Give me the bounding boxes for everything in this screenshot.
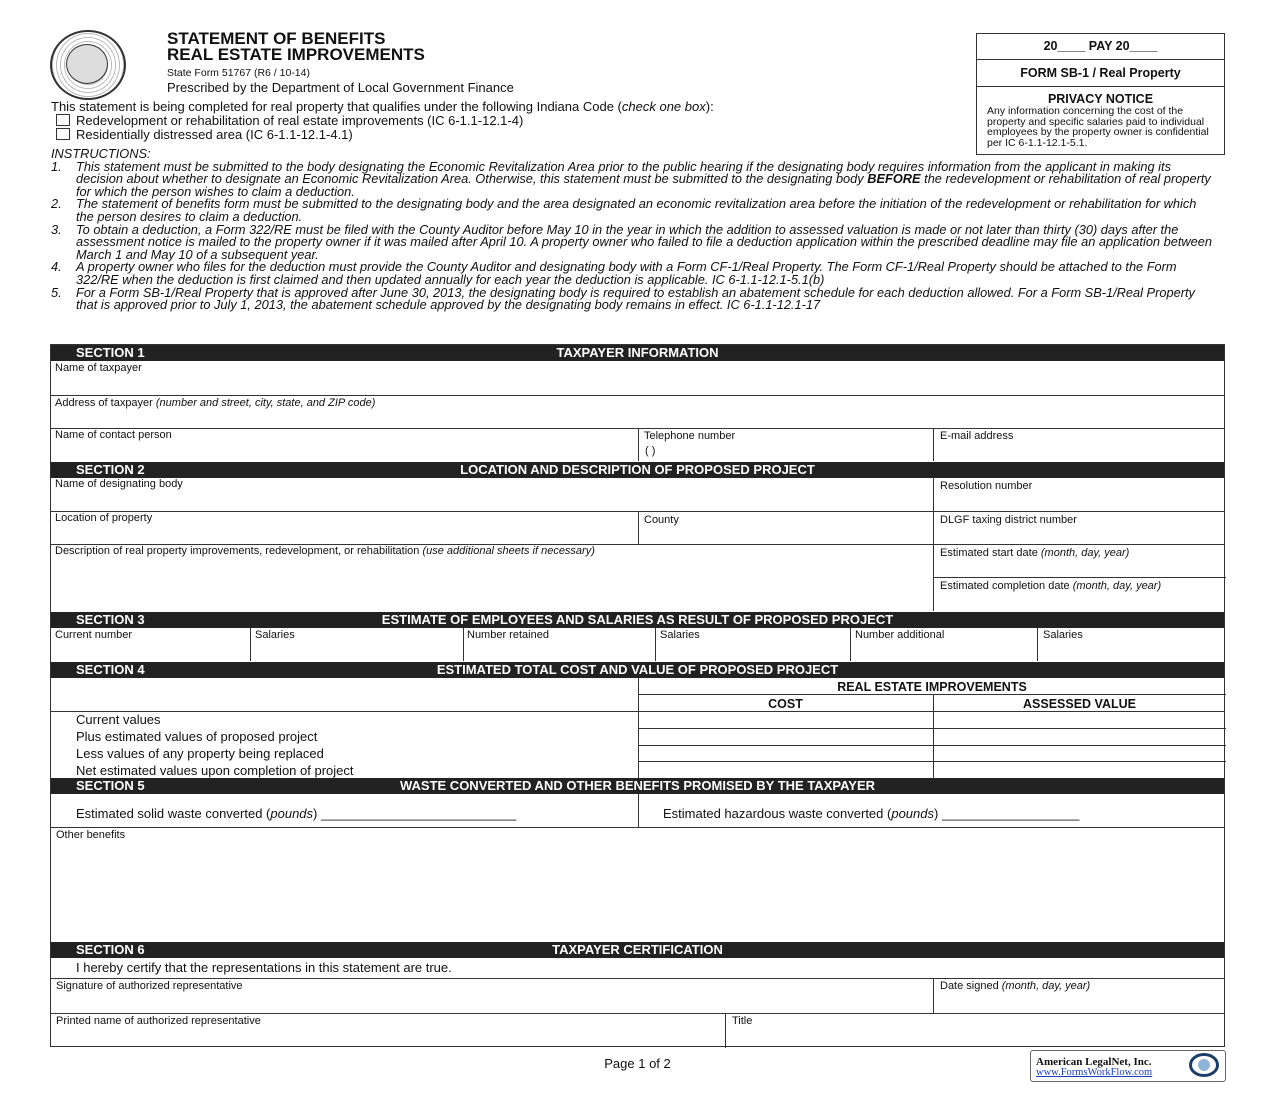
property-location-field[interactable]: Location of property xyxy=(55,512,153,524)
area-code: ( ) xyxy=(645,445,656,457)
checkbox-redevelopment[interactable] xyxy=(56,114,70,126)
section-3-header: ESTIMATE OF EMPLOYEES AND SALARIES AS RESULT OF PROPOSED PROJECT SECTION 3 xyxy=(51,612,1224,628)
globe-icon xyxy=(1189,1053,1219,1077)
number-additional-field[interactable]: Number additional xyxy=(855,629,945,641)
additional-salaries-field[interactable]: Salaries xyxy=(1043,629,1083,641)
section-4-header: ESTIMATED TOTAL COST AND VALUE OF PROPOSED PROJECT SECTION 4 xyxy=(51,662,1224,678)
resolution-number-field[interactable]: Resolution number xyxy=(940,480,1033,492)
email-field[interactable]: E-mail address xyxy=(940,430,1014,442)
certification-statement: I hereby certify that the representations in this statement are true. xyxy=(76,960,452,975)
project-description-field[interactable]: Description of real property improvements, redevelopment, or rehabilitation (use additional sheets if necessary) xyxy=(55,545,595,557)
row-less-values: Less values of any property being replaced xyxy=(76,746,324,761)
instruction-item: 2. The statement of benefits form must be submitted to the designating body and the area designated an economic revitalization area before the initiation of the redevelopment or rehabilitation for which the person desires to claim a deduction. xyxy=(51,196,1197,224)
instruction-item: 5. For a Form SB-1/Real Property that is approved after June 30, 2013, the designating body is required to establish an abatement schedule for each deduction allowed. For a Form SB-1/Real Property that is approved prior to July 1, 2013, the abatement schedule approved by the designating body remains in effect. IC 6-1.1-12.1-17 xyxy=(51,284,1195,313)
prescribed-by: Prescribed by the Department of Local Government Finance xyxy=(167,80,514,95)
form-info-box xyxy=(976,33,1225,155)
dlgf-district-field[interactable]: DLGF taxing district number xyxy=(940,514,1077,526)
main-form xyxy=(50,344,1225,1047)
forms-workflow-link[interactable]: www.FormsWorkFlow.com xyxy=(1036,1067,1153,1078)
assessed-value-header: ASSESSED VALUE xyxy=(1023,697,1136,711)
state-seal-icon xyxy=(50,30,126,100)
checkbox-distressed-area[interactable] xyxy=(56,128,70,140)
date-signed-field[interactable]: Date signed (month, day, year) xyxy=(940,980,1091,992)
section-6-header: TAXPAYER CERTIFICATION SECTION 6 xyxy=(51,942,1224,958)
hazardous-waste-field[interactable]: Estimated hazardous waste converted (pounds) ___________________ xyxy=(663,806,1080,821)
county-field[interactable]: County xyxy=(644,514,679,526)
row-net-estimated: Net estimated values upon completion of project xyxy=(76,763,354,778)
row-plus-estimated: Plus estimated values of proposed project xyxy=(76,729,318,744)
taxpayer-address-field[interactable]: Address of taxpayer (number and street, city, state, and ZIP code) xyxy=(55,397,376,409)
title-field[interactable]: Title xyxy=(732,1015,753,1027)
number-retained-field[interactable]: Number retained xyxy=(467,629,549,641)
section-5-header: WASTE CONVERTED AND OTHER BENEFITS PROMISED BY THE TAXPAYER SECTION 5 xyxy=(51,778,1224,794)
pay-year-field[interactable]: 20____ PAY 20____ xyxy=(977,34,1224,60)
section-1-header: TAXPAYER INFORMATION SECTION 1 xyxy=(51,345,1224,361)
privacy-text: Any information concerning the cost of the property and specific salaries paid to individual employees by the property owner is confidential per IC 6-1.1-12.1-5.1. xyxy=(987,105,1209,149)
instructions-heading: INSTRUCTIONS: xyxy=(51,146,151,161)
taxpayer-name-field[interactable]: Name of taxpayer xyxy=(55,362,142,374)
completion-date-field[interactable]: Estimated completion date (month, day, year) xyxy=(940,580,1162,592)
designating-body-field[interactable]: Name of designating body xyxy=(55,478,183,490)
printed-name-field[interactable]: Printed name of authorized representative xyxy=(56,1015,261,1027)
signature-field[interactable]: Signature of authorized representative xyxy=(56,980,243,992)
section-2-header: LOCATION AND DESCRIPTION OF PROPOSED PROJECT SECTION 2 xyxy=(51,462,1224,478)
retained-salaries-field[interactable]: Salaries xyxy=(660,629,700,641)
real-estate-improvements-header: REAL ESTATE IMPROVEMENTS xyxy=(837,680,1027,694)
start-date-field[interactable]: Estimated start date (month, day, year) xyxy=(940,547,1130,559)
instructions xyxy=(51,148,1216,312)
privacy-title: PRIVACY NOTICE xyxy=(1047,92,1154,106)
form-number: State Form 51767 (R6 / 10-14) xyxy=(167,67,310,79)
instruction-item: 3. To obtain a deduction, a Form 322/RE must be filed with the County Auditor before May 10 in the year in which the addition to assessed valuation is made or not later than thirty (30) days after the assessment notice is mailed to the property owner if it was mailed after April 10. A property owner who failed to file a deduction application within the prescribed deadline may file an application between March 1 and May 10 of a subsequent year. xyxy=(51,221,1212,262)
cost-header: COST xyxy=(768,697,803,711)
page-number: Page 1 of 2 xyxy=(604,1056,671,1071)
telephone-field[interactable]: Telephone number xyxy=(644,430,736,442)
page-title: STATEMENT OF BENEFITS REAL ESTATE IMPROVEMENTS xyxy=(167,29,425,64)
row-current-values: Current values xyxy=(76,712,161,727)
contact-person-field[interactable]: Name of contact person xyxy=(55,429,172,441)
form-name: FORM SB-1 / Real Property xyxy=(977,60,1224,87)
current-number-field[interactable]: Current number xyxy=(55,629,133,641)
instruction-item: 4. A property owner who files for the deduction must provide the County Auditor and designating body with a Form CF-1/Real Property. The Form CF-1/Real Property should be attached to the Form 322/RE when the deduction is first claimed and then updated annually for each year the deduction is applicable. IC 6-1.1-12.1-5.1(b) xyxy=(51,259,1177,287)
instruction-item: 1. This statement must be submitted to the body designating the Economic Revitalization Area prior to the public hearing if the designating body requires information from the applicant in making its decision about whether to designate an Economic Revitalization Area. Otherwise, this statement must be submitted to the designating body BEFORE the redevelopment or rehabilitation of real property for which the person wishes to claim a deduction. xyxy=(51,158,1211,199)
other-benefits-field[interactable]: Other benefits xyxy=(56,829,126,841)
current-salaries-field[interactable]: Salaries xyxy=(255,629,295,641)
solid-waste-field[interactable]: Estimated solid waste converted (pounds) ___________________________ xyxy=(76,806,517,821)
intro: This statement is being completed for real property that qualifies under the following Indiana Code (check one box): Redevelopment or rehabilitation of real estate improvements (IC 6-1.1-12.1-4) Residentially distressed area (IC 6-1.1-12.1-4.1) xyxy=(51,99,714,142)
legalnet-logo[interactable]: American LegalNet, Inc. www.FormsWorkFlow.com xyxy=(1030,1050,1226,1082)
